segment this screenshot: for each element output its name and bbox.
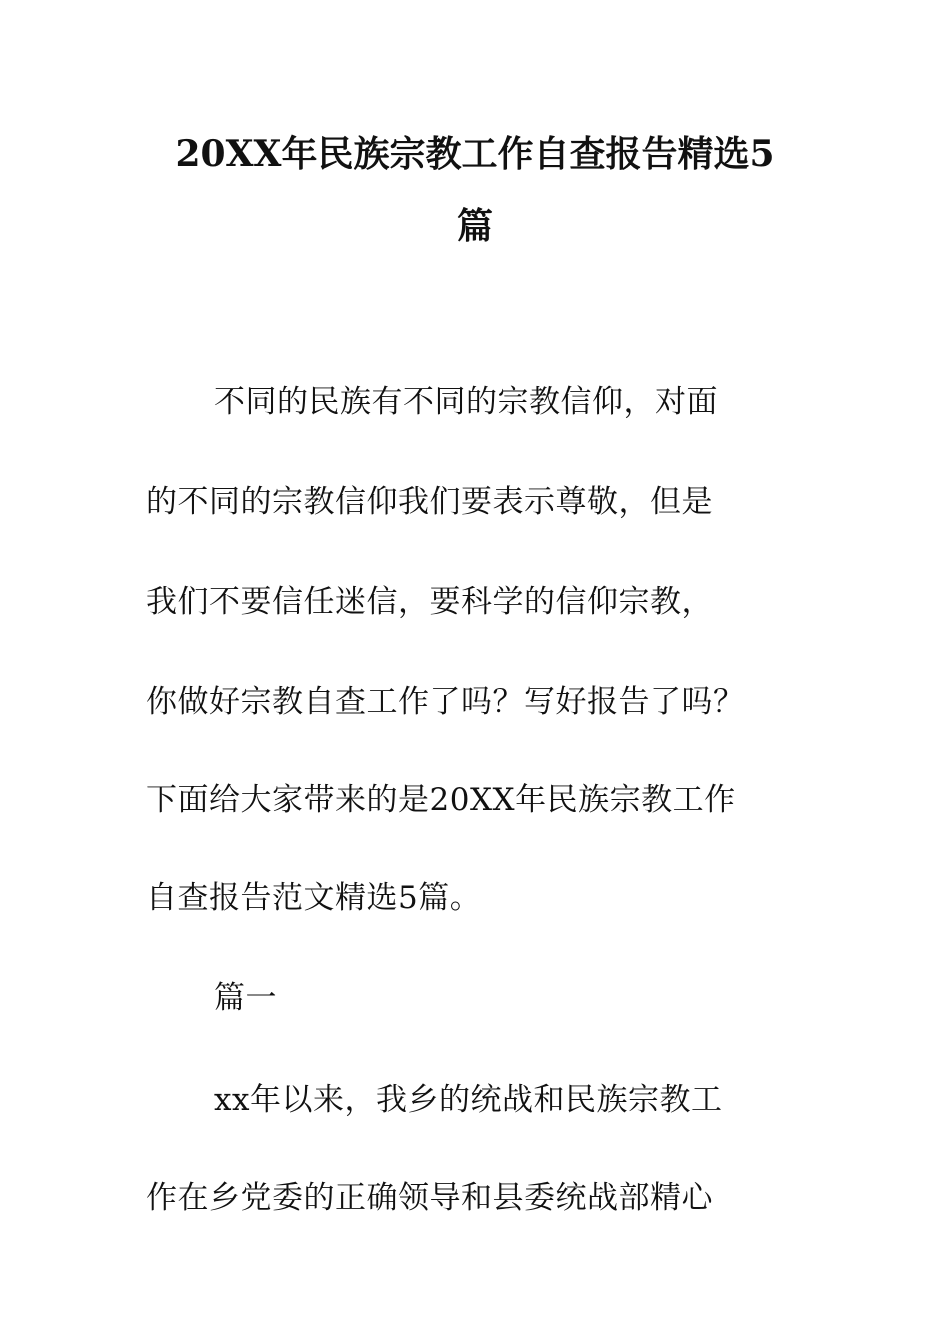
body-line-2: 的不同的宗教信仰我们要表示尊敬，但是 [146,484,713,520]
document-title-line-1: 20XX年民族宗教工作自查报告精选5 [175,133,775,175]
body-line-5: 下面给大家带来的是20XX年民族宗教工作 [146,782,736,818]
body-line-4: 你做好宗教自查工作了吗？写好报告了吗？ [146,684,745,720]
body-line-8: xx年以来，我乡的统战和民族宗教工 [214,1082,723,1118]
body-line-9: 作在乡党委的正确领导和县委统战部精心 [146,1180,713,1216]
section-heading: 篇一 [214,980,277,1016]
body-line-3: 我们不要信任迷信，要科学的信仰宗教， [146,584,713,620]
document-title-line-2: 篇 [456,205,493,247]
body-line-1: 不同的民族有不同的宗教信仰，对面 [214,384,718,420]
body-line-6: 自查报告范文精选5篇。 [146,880,482,916]
